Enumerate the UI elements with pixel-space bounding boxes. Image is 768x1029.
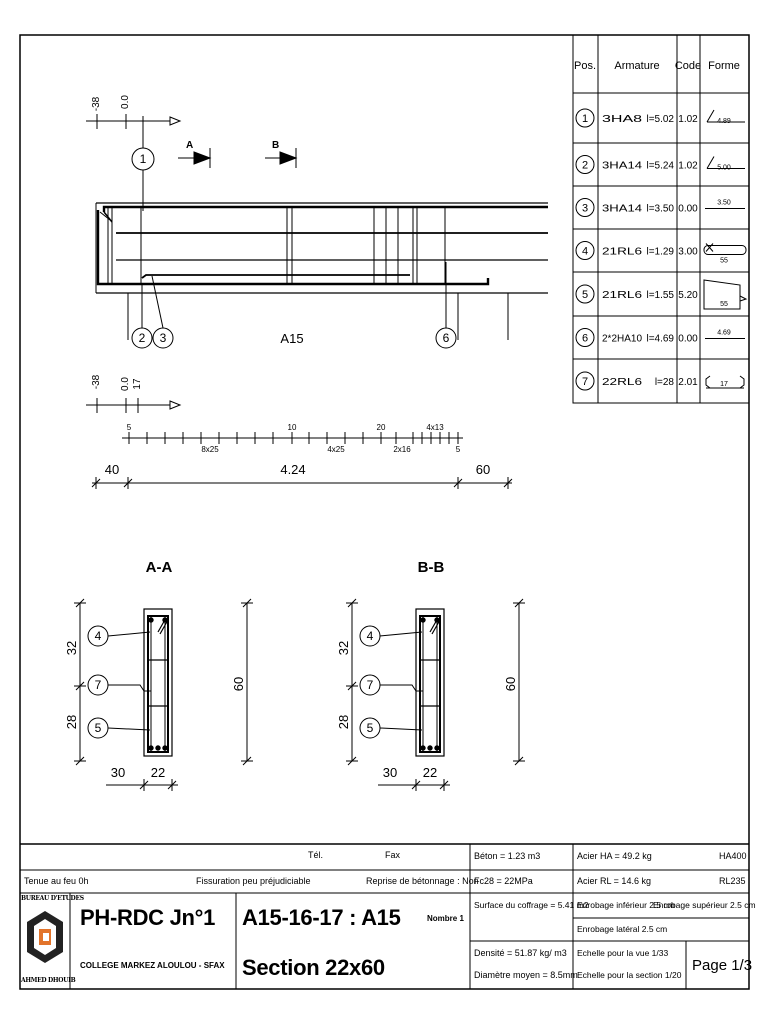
table-row-pos: 3 bbox=[581, 202, 589, 215]
logo-top-text: BUREAU D'ETUDES bbox=[21, 895, 84, 902]
beam-label: A15 bbox=[280, 331, 304, 346]
logo-bottom-text: AHMED DHOUIB bbox=[21, 977, 76, 984]
beam-elevation bbox=[86, 95, 548, 489]
table-header-armature: Armature bbox=[614, 60, 660, 72]
table-row-code: 1.02 bbox=[678, 160, 698, 172]
level-top-zero: 0.0 bbox=[120, 95, 131, 109]
bar-schedule-rows bbox=[576, 109, 746, 390]
dim-bottom: 28 bbox=[336, 714, 351, 730]
table-row-code: 1.02 bbox=[678, 114, 698, 125]
table-row-code: 3.00 bbox=[678, 246, 698, 258]
page-number: Page 1/3 bbox=[692, 957, 753, 974]
marker-1: 1 bbox=[139, 152, 147, 166]
section-marker: 5 bbox=[94, 721, 102, 735]
table-row-forme: 4.69 bbox=[717, 329, 731, 337]
steel-density: Densité = 51.87 kg/ m3 bbox=[474, 948, 567, 958]
table-row-length: l=1.55 bbox=[646, 290, 674, 301]
concrete-joint: Reprise de bétonnage : Non bbox=[366, 876, 479, 886]
spacing-5-end: 5 bbox=[455, 445, 461, 454]
cover-bottom: Enrobage inférieur 2.5 cm bbox=[577, 900, 675, 910]
cover-side: Enrobage latéral 2.5 cm bbox=[577, 924, 668, 934]
dim-40: 40 bbox=[104, 462, 120, 477]
table-row-forme: 5.00 bbox=[717, 164, 731, 172]
table-row-length: l=28 bbox=[654, 377, 674, 388]
average-diameter: Diamètre moyen = 8.5mm bbox=[474, 970, 578, 980]
scale-view: Echelle pour la vue 1/33 bbox=[577, 948, 669, 958]
table-row-armature: 3HA8 bbox=[602, 114, 643, 125]
level-top-minus38: -38 bbox=[91, 96, 102, 112]
section-marker: 5 bbox=[366, 721, 374, 735]
level-bottom-zero: 0.0 bbox=[120, 377, 131, 391]
table-row-armature: 3HA14 bbox=[602, 160, 643, 172]
table-row-forme: 4.89 bbox=[717, 118, 731, 125]
table-row-pos: 4 bbox=[581, 245, 589, 258]
concrete-volume: Béton = 1.23 m3 bbox=[474, 851, 541, 861]
spacing-5-start: 5 bbox=[126, 423, 132, 432]
section-marker: 7 bbox=[94, 678, 102, 692]
bar-shape-sketch bbox=[704, 244, 746, 255]
spacing-8x25: 8x25 bbox=[201, 445, 219, 454]
table-row-length: l=4.69 bbox=[646, 333, 674, 345]
table-row-code: 0.00 bbox=[678, 203, 698, 215]
dim-height: 60 bbox=[231, 676, 246, 692]
spacing-4x25: 4x25 bbox=[327, 445, 345, 454]
dim-bottom-right: 22 bbox=[422, 765, 438, 780]
dim-60: 60 bbox=[475, 462, 491, 477]
project-name: PH-RDC Jn°1 bbox=[80, 905, 216, 930]
section-title: B-B bbox=[417, 559, 445, 576]
table-row-code: 2.01 bbox=[678, 377, 698, 388]
level-bottom-17: 17 bbox=[132, 378, 143, 390]
scale-section: Echelle pour la section 1/20 bbox=[577, 970, 682, 980]
concrete-strength: Fc28 = 22MPa bbox=[474, 876, 533, 886]
section-size: Section 22x60 bbox=[242, 955, 385, 980]
table-row-armature: 3HA14 bbox=[602, 203, 643, 215]
table-row-length: l=5.24 bbox=[646, 160, 674, 172]
table-row-pos: 7 bbox=[581, 376, 589, 388]
dim-height: 60 bbox=[503, 676, 518, 692]
table-row-armature: 22RL6 bbox=[602, 377, 643, 388]
section-marker: 4 bbox=[366, 629, 374, 643]
dim-top: 32 bbox=[64, 640, 79, 656]
bar-schedule-table bbox=[573, 35, 749, 403]
spacing-4x13: 4x13 bbox=[426, 423, 444, 432]
section-marker: 7 bbox=[366, 678, 374, 692]
dim-bottom-right: 22 bbox=[150, 765, 166, 780]
company-logo bbox=[21, 895, 84, 988]
table-row-forme: 55 bbox=[720, 301, 728, 308]
table-row-pos: 6 bbox=[581, 332, 589, 345]
table-row-armature: 21RL6 bbox=[602, 290, 643, 301]
table-row-length: l=1.29 bbox=[646, 246, 674, 258]
steel-rl-weight: Acier RL = 14.6 kg bbox=[577, 876, 651, 886]
table-header-forme: Forme bbox=[708, 60, 740, 72]
section-title: A-A bbox=[145, 559, 173, 576]
spacing-10: 10 bbox=[287, 423, 297, 432]
table-row-pos: 2 bbox=[581, 159, 589, 172]
section-marker: 4 bbox=[94, 629, 102, 643]
table-row-pos: 1 bbox=[581, 113, 589, 125]
table-row-armature: 2*2HA10 bbox=[602, 333, 643, 345]
sheet-frame bbox=[20, 35, 749, 989]
cracking-class: Fissuration peu préjudiciable bbox=[196, 876, 311, 886]
table-row-armature: 21RL6 bbox=[602, 246, 643, 258]
cover-top: Enrobage supérieur 2.5 cm bbox=[653, 900, 756, 910]
logo-mark bbox=[21, 905, 69, 975]
table-row-forme: 17 bbox=[720, 381, 728, 388]
spacing-2x16: 2x16 bbox=[393, 445, 411, 454]
section-a-a bbox=[64, 559, 253, 791]
table-row-code: 0.00 bbox=[678, 333, 698, 345]
steel-rl-grade: RL235 bbox=[719, 876, 746, 886]
client-name: COLLEGE MARKEZ ALOULOU - SFAX bbox=[80, 961, 225, 970]
table-header-code: Code bbox=[674, 60, 702, 72]
table-row-forme: 3.50 bbox=[717, 199, 731, 207]
element-count: Nombre 1 bbox=[427, 914, 464, 923]
table-row-forme: 55 bbox=[720, 257, 728, 265]
table-row-pos: 5 bbox=[581, 289, 589, 301]
marker-2: 2 bbox=[138, 331, 146, 345]
section-b-b bbox=[336, 559, 525, 791]
fax-label: Fax bbox=[385, 850, 401, 860]
level-bottom-minus38: -38 bbox=[91, 374, 102, 390]
formwork-surface: Surface du coffrage = 5.41 m2 bbox=[474, 900, 589, 910]
steel-ha-weight: Acier HA = 49.2 kg bbox=[577, 851, 652, 861]
steel-ha-grade: HA400 bbox=[719, 851, 747, 861]
table-row-length: l=5.02 bbox=[646, 114, 674, 125]
table-header-pos: Pos. bbox=[573, 60, 597, 72]
dim-bottom-left: 30 bbox=[110, 765, 126, 780]
section-cut-b: B bbox=[272, 140, 280, 151]
element-name: A15-16-17 : A15 bbox=[242, 905, 401, 930]
tel-label: Tél. bbox=[308, 850, 324, 860]
dim-424: 4.24 bbox=[280, 462, 306, 477]
marker-6: 6 bbox=[442, 331, 450, 345]
dim-bottom: 28 bbox=[64, 714, 79, 730]
spacing-20: 20 bbox=[376, 423, 386, 432]
marker-3: 3 bbox=[159, 331, 167, 345]
dim-bottom-left: 30 bbox=[382, 765, 398, 780]
dim-top: 32 bbox=[336, 640, 351, 656]
table-row-length: l=3.50 bbox=[646, 203, 674, 215]
fire-resistance: Tenue au feu 0h bbox=[24, 876, 89, 886]
table-row-code: 5.20 bbox=[678, 290, 698, 301]
section-cut-a: A bbox=[186, 140, 194, 151]
